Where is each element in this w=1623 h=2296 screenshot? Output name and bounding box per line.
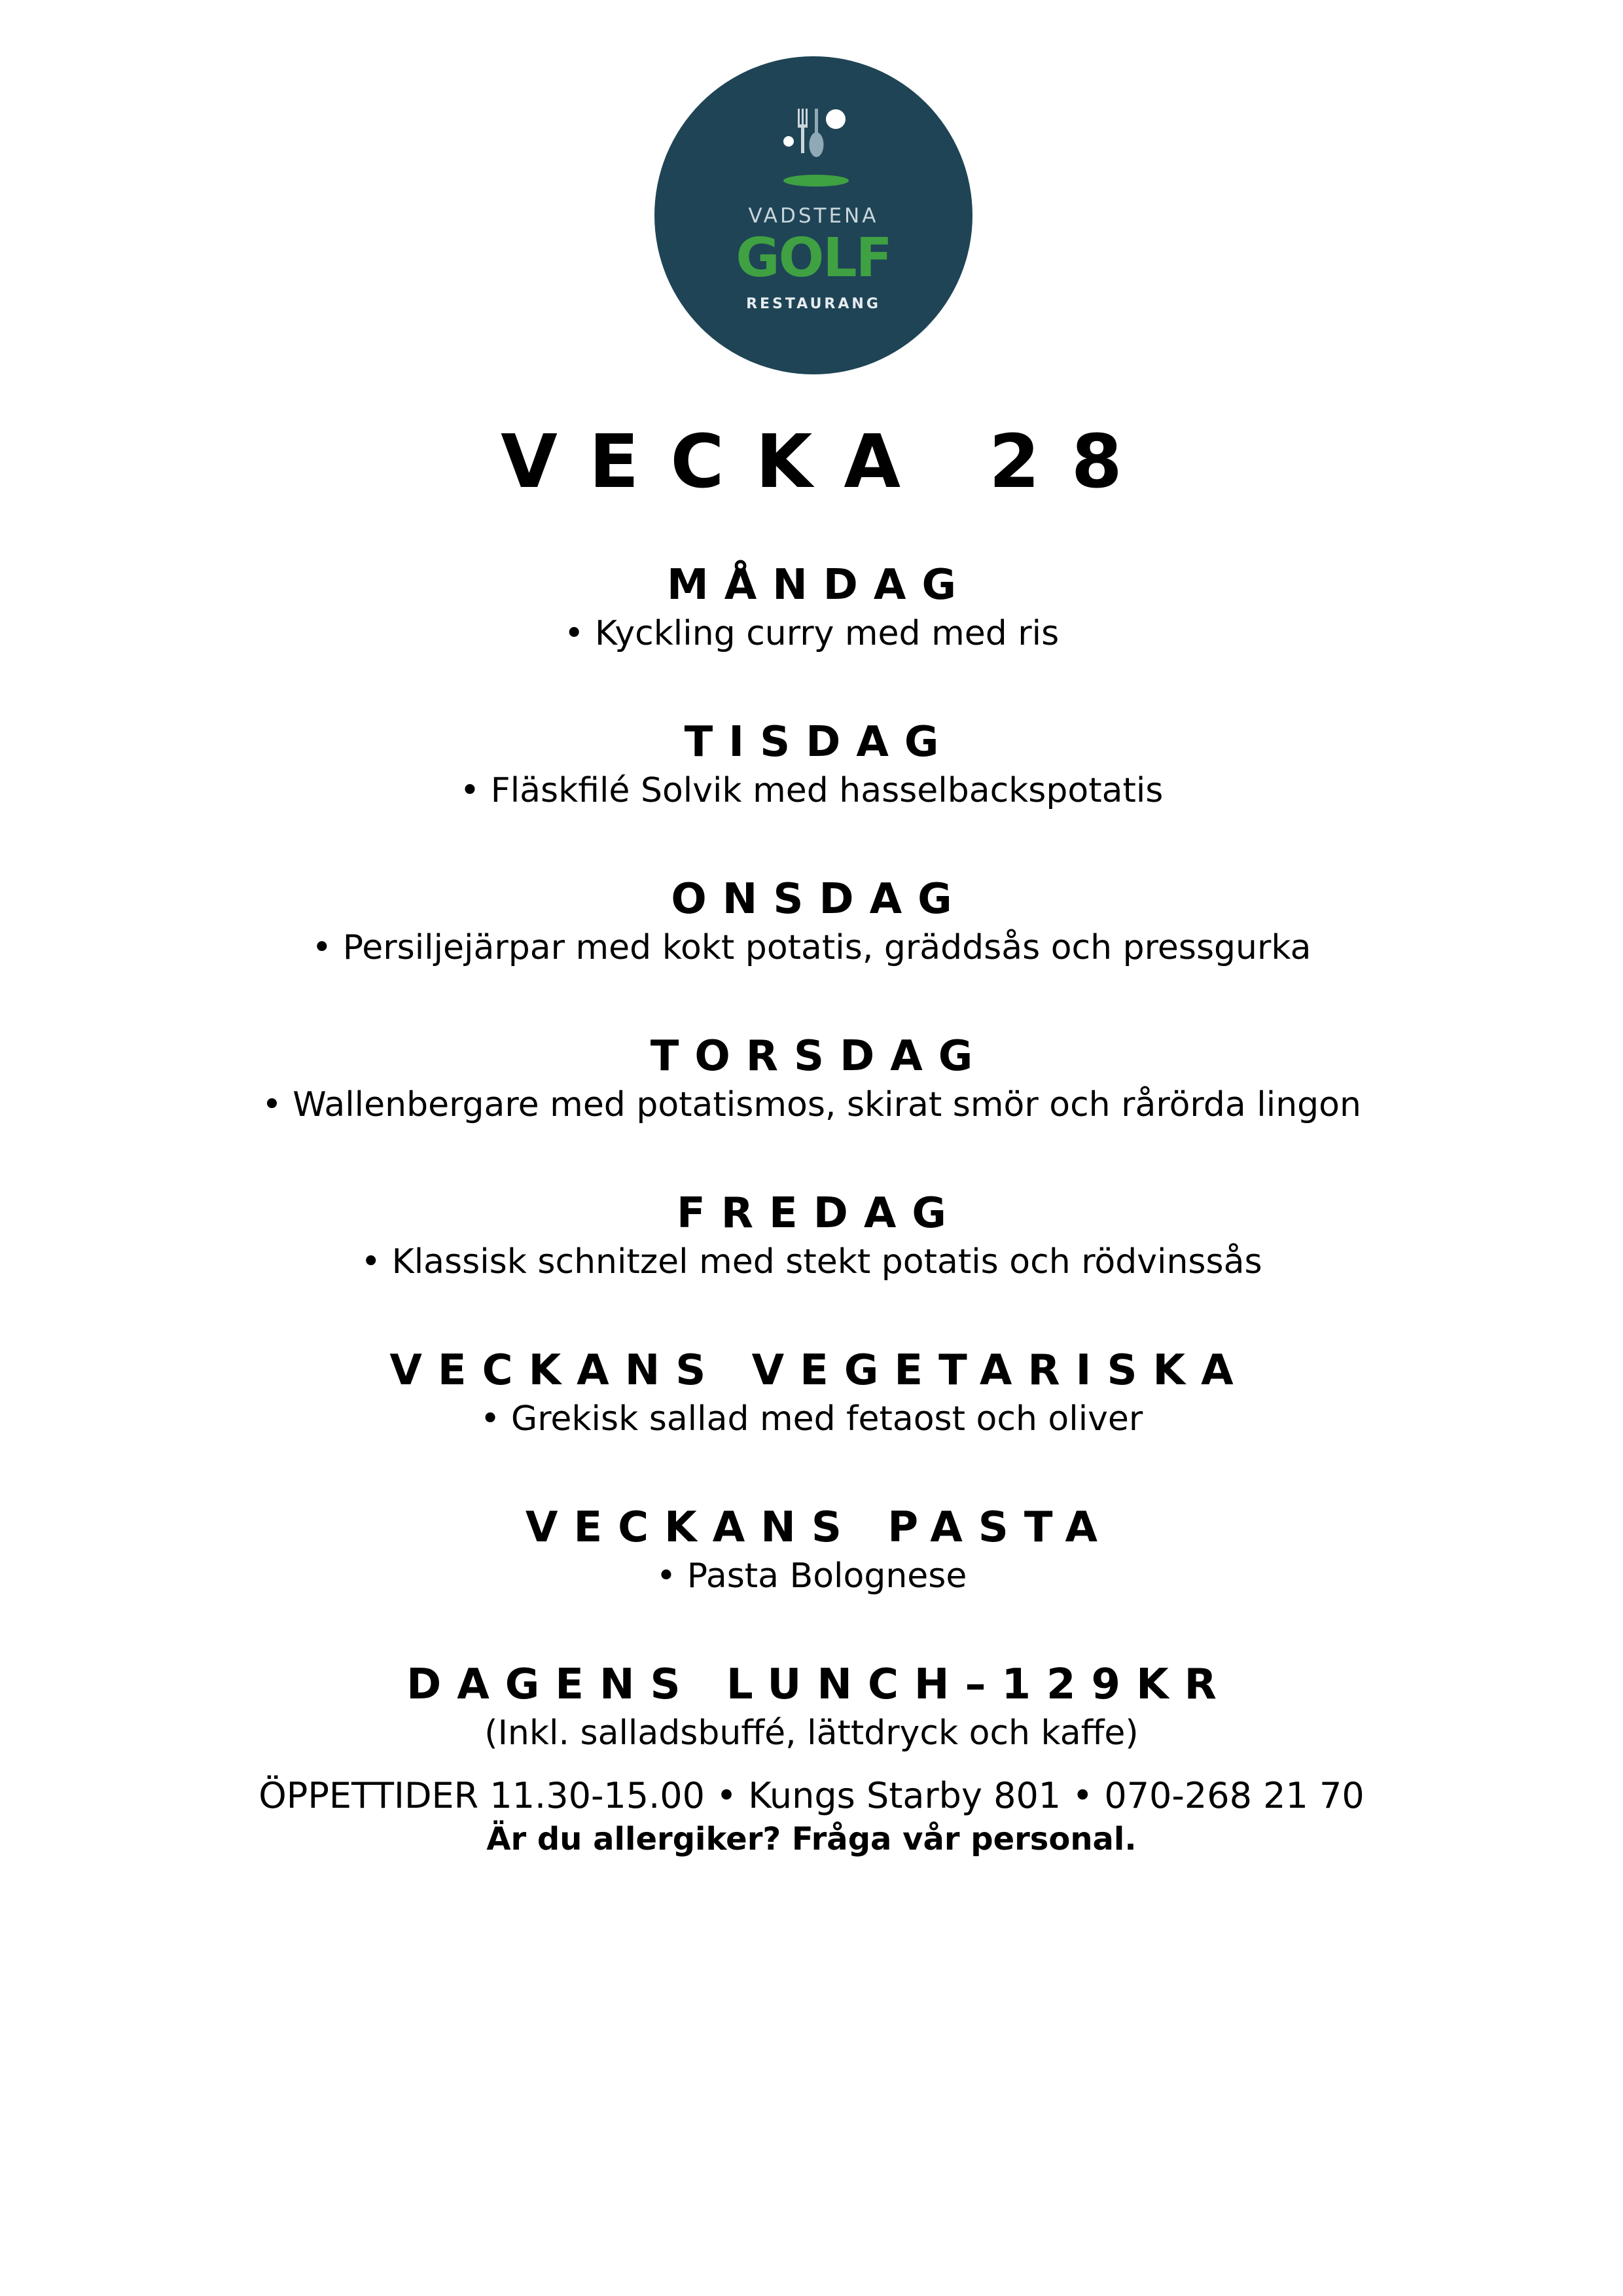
logo-bottom-text: RESTAURANG	[746, 296, 881, 312]
menu-section-vegetarian	[0, 1346, 1623, 1439]
logo-main-text: GOLF	[736, 227, 891, 289]
allergy-notice: Är du allergiker? Fråga vår personal.	[486, 1821, 1137, 1857]
dish-text: • Klassisk schnitzel med stekt potatis och rödvinssås	[361, 1242, 1262, 1282]
fork-spoon-golf-icon	[779, 109, 849, 194]
week-title: VECKA 28	[501, 420, 1154, 505]
menu-section-pasta	[0, 1503, 1623, 1596]
dish-text: • Kyckling curry med med ris	[563, 614, 1060, 653]
day-heading: MÅNDAG	[667, 561, 972, 609]
lunch-price-section	[0, 1660, 1623, 1753]
day-heading: ONSDAG	[671, 875, 968, 924]
dish-text: • Pasta Bolognese	[656, 1556, 967, 1596]
day-heading: FREDAG	[677, 1189, 962, 1238]
restaurant-logo	[654, 56, 972, 374]
menu-section-wednesday	[0, 875, 1623, 967]
menu-section-thursday	[0, 1032, 1623, 1124]
day-heading: VECKANS PASTA	[525, 1503, 1114, 1552]
dish-text: • Wallenbergare med potatismos, skirat smör och rårörda lingon	[262, 1085, 1361, 1124]
menu-section-monday	[0, 561, 1623, 653]
dish-text: • Persiljejärpar med kokt potatis, gräddsås och pressgurka	[312, 928, 1311, 967]
day-heading: TORSDAG	[650, 1032, 989, 1081]
lunch-price-heading: DAGENS LUNCH–129KR	[406, 1660, 1232, 1709]
day-heading: VECKANS VEGETARISKA	[389, 1346, 1249, 1395]
menu-section-tuesday	[0, 718, 1623, 810]
logo-top-text: VADSTENA	[748, 204, 879, 228]
dish-text: • Fläskfilé Solvik med hasselbackspotatis	[459, 771, 1164, 810]
dish-text: • Grekisk sallad med fetaost och oliver	[480, 1399, 1143, 1439]
opening-hours-contact: ÖPPETTIDER 11.30-15.00 • Kungs Starby 801 • 070-268 21 70	[259, 1775, 1364, 1816]
lunch-price-note: (Inkl. salladsbuffé, lättdryck och kaffe)	[484, 1713, 1139, 1753]
menu-section-friday	[0, 1189, 1623, 1282]
day-heading: TISDAG	[684, 718, 955, 766]
